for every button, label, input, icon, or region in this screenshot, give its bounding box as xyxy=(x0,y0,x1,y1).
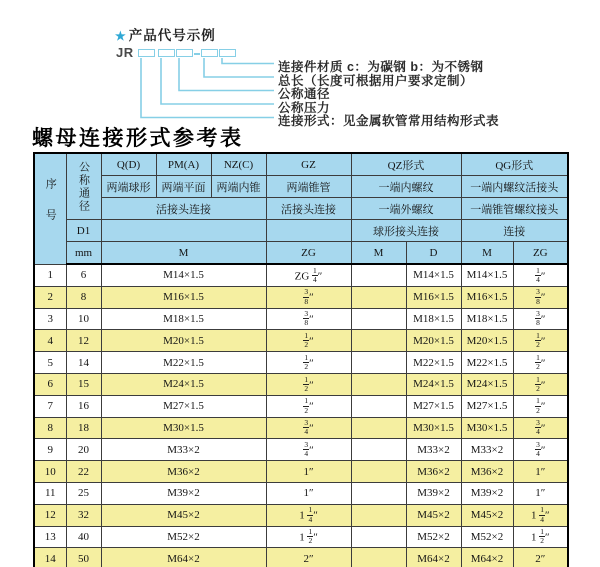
cell-qz_m xyxy=(351,373,406,395)
header-qz-m: M xyxy=(351,242,406,265)
cell-qz_m xyxy=(351,395,406,417)
cell-qg_zg: 1″ xyxy=(513,461,568,483)
cell-qg_m: M33×2 xyxy=(461,439,513,461)
cell-qz_d: M45×2 xyxy=(406,504,461,526)
header-qz-desc1: 一端内螺纹 xyxy=(351,176,461,198)
header-col-pm: PM(A) xyxy=(156,153,211,176)
cell-dn: 32 xyxy=(66,504,101,526)
cell-qg_zg: $\frac{3}{8}$ ″ xyxy=(513,308,568,330)
cell-qg_m: M16×1.5 xyxy=(461,286,513,308)
cell-dn: 8 xyxy=(66,286,101,308)
cell-qg_m: M52×2 xyxy=(461,526,513,548)
cell-qz_m xyxy=(351,286,406,308)
cell-qz_d: M52×2 xyxy=(406,526,461,548)
cell-gz: $\frac{1}{2}$ ″ xyxy=(266,373,351,395)
cell-qg_zg: $\frac{1}{4}$ ″ xyxy=(513,264,568,286)
cell-qg_zg: $\frac{3}{4}$ ″ xyxy=(513,417,568,439)
cell-qz_d: M20×1.5 xyxy=(406,330,461,352)
table-row xyxy=(34,286,568,308)
code-label-length: 总长（长度可根据用户要求定制） xyxy=(278,73,474,88)
cell-dn: 18 xyxy=(66,417,101,439)
cell-qz_m xyxy=(351,548,406,567)
cell-m: M36×2 xyxy=(101,461,266,483)
header-col-qz: QZ形式 xyxy=(351,153,461,176)
cell-m: M20×1.5 xyxy=(101,330,266,352)
cell-dn: 40 xyxy=(66,526,101,548)
cell-qg_m: M39×2 xyxy=(461,482,513,504)
table-row xyxy=(34,482,568,504)
cell-gz: $\frac{3}{8}$ ″ xyxy=(266,286,351,308)
cell-qg_zg: $\frac{1}{2}$ ″ xyxy=(513,373,568,395)
cell-qz_m xyxy=(351,526,406,548)
table-row xyxy=(34,548,568,567)
cell-seq: 6 xyxy=(34,373,66,395)
header-qg-zg: ZG xyxy=(513,242,568,265)
cell-qz_m xyxy=(351,504,406,526)
cell-qz_d: M36×2 xyxy=(406,461,461,483)
header-d1: D1 xyxy=(66,220,101,242)
cell-m: M64×2 xyxy=(101,548,266,567)
cell-seq: 14 xyxy=(34,548,66,567)
cell-qz_d: M33×2 xyxy=(406,439,461,461)
table-row xyxy=(34,439,568,461)
header-m: M xyxy=(101,242,266,265)
cell-qg_m: M45×2 xyxy=(461,504,513,526)
cell-seq: 9 xyxy=(34,439,66,461)
cell-dn: 50 xyxy=(66,548,101,567)
cell-qz_m xyxy=(351,482,406,504)
header-dn: 公称通径 xyxy=(66,153,101,220)
nut-connection-reference-table xyxy=(33,152,569,567)
header-blank-gz xyxy=(266,220,351,242)
cell-m: M14×1.5 xyxy=(101,264,266,286)
cell-qz_d: M64×2 xyxy=(406,548,461,567)
cell-qg_m: M36×2 xyxy=(461,461,513,483)
header-col-gz: GZ xyxy=(266,153,351,176)
code-label-material: 连接件材质 c：为碳钢 b：为不锈钢 xyxy=(278,60,484,74)
cell-m: M24×1.5 xyxy=(101,373,266,395)
header-qz-conn: 球形接头连接 xyxy=(351,220,461,242)
cell-qg_m: M30×1.5 xyxy=(461,417,513,439)
cell-qz_m xyxy=(351,330,406,352)
table-title: 螺母连接形式参考表 xyxy=(32,126,244,150)
header-col-nz: NZ(C) xyxy=(211,153,266,176)
cell-gz: $\frac{3}{8}$ ″ xyxy=(266,308,351,330)
table-row xyxy=(34,264,568,286)
cell-qz_d: M22×1.5 xyxy=(406,352,461,374)
cell-seq: 8 xyxy=(34,417,66,439)
table-row xyxy=(34,504,568,526)
header-gz-desc: 两端锥管 xyxy=(266,176,351,198)
cell-seq: 4 xyxy=(34,330,66,352)
table-row xyxy=(34,461,568,483)
table-row xyxy=(34,395,568,417)
cell-seq: 5 xyxy=(34,352,66,374)
cell-m: M33×2 xyxy=(101,439,266,461)
cell-gz: $\frac{1}{2}$ ″ xyxy=(266,395,351,417)
table-row xyxy=(34,352,568,374)
cell-m: M45×2 xyxy=(101,504,266,526)
header-col-qg: QG形式 xyxy=(461,153,568,176)
table-row xyxy=(34,330,568,352)
cell-seq: 13 xyxy=(34,526,66,548)
diagram-title-text: 产品代号示例 xyxy=(128,28,216,43)
cell-dn: 20 xyxy=(66,439,101,461)
cell-m: M52×2 xyxy=(101,526,266,548)
cell-dn: 16 xyxy=(66,395,101,417)
cell-qz_d: M16×1.5 xyxy=(406,286,461,308)
header-pm-desc: 两端平面 xyxy=(156,176,211,198)
cell-qz_m xyxy=(351,308,406,330)
cell-qg_zg: $\frac{3}{8}$ ″ xyxy=(513,286,568,308)
cell-qz_m xyxy=(351,264,406,286)
header-q-desc: 两端球形 xyxy=(101,176,156,198)
cell-seq: 11 xyxy=(34,482,66,504)
cell-qg_zg: $\frac{1}{2}$ ″ xyxy=(513,395,568,417)
table-row xyxy=(34,373,568,395)
cell-m: M30×1.5 xyxy=(101,417,266,439)
cell-m: M39×2 xyxy=(101,482,266,504)
cell-qg_zg: $\frac{1}{2}$ ″ xyxy=(513,352,568,374)
cell-gz: 2″ xyxy=(266,548,351,567)
table-row xyxy=(34,308,568,330)
table-body xyxy=(34,264,568,567)
header-zg: ZG xyxy=(266,242,351,265)
cell-gz: 1 $\frac{1}{2}$ ″ xyxy=(266,526,351,548)
cell-m: M27×1.5 xyxy=(101,395,266,417)
cell-qz_d: M30×1.5 xyxy=(406,417,461,439)
cell-qz_d: M24×1.5 xyxy=(406,373,461,395)
cell-qz_m xyxy=(351,461,406,483)
cell-qg_zg: 2″ xyxy=(513,548,568,567)
cell-qg_m: M22×1.5 xyxy=(461,352,513,374)
cell-qg_m: M24×1.5 xyxy=(461,373,513,395)
cell-dn: 15 xyxy=(66,373,101,395)
cell-qg_m: M18×1.5 xyxy=(461,308,513,330)
cell-seq: 7 xyxy=(34,395,66,417)
header-nz-desc: 两端内锥 xyxy=(211,176,266,198)
cell-qz_d: M39×2 xyxy=(406,482,461,504)
cell-qg_m: M64×2 xyxy=(461,548,513,567)
cell-qg_zg: $\frac{3}{4}$ ″ xyxy=(513,439,568,461)
header-qg-desc2: 一端锥管螺纹接头 xyxy=(461,198,568,220)
cell-gz: 1″ xyxy=(266,461,351,483)
header-seq: 序号 xyxy=(34,153,66,264)
cell-seq: 10 xyxy=(34,461,66,483)
code-label-pressure: 公称压力 xyxy=(278,100,331,115)
header-gz-conn: 活接头连接 xyxy=(266,198,351,220)
cell-gz: $\frac{3}{4}$ ″ xyxy=(266,439,351,461)
cell-m: M22×1.5 xyxy=(101,352,266,374)
cell-seq: 12 xyxy=(34,504,66,526)
code-label-diameter: 公称通径 xyxy=(278,87,331,101)
header-col-q: Q(D) xyxy=(101,153,156,176)
cell-gz: 1 $\frac{1}{4}$ ″ xyxy=(266,504,351,526)
cell-qg_zg: 1″ xyxy=(513,482,568,504)
header-union-conn: 活接头连接 xyxy=(101,198,266,220)
cell-qg_m: M27×1.5 xyxy=(461,395,513,417)
header-mm: mm xyxy=(66,242,101,265)
cell-qz_d: M27×1.5 xyxy=(406,395,461,417)
cell-dn: 25 xyxy=(66,482,101,504)
cell-dn: 6 xyxy=(66,264,101,286)
cell-gz: $\frac{3}{4}$ ″ xyxy=(266,417,351,439)
cell-gz: 1″ xyxy=(266,482,351,504)
cell-dn: 14 xyxy=(66,352,101,374)
cell-dn: 12 xyxy=(66,330,101,352)
cell-seq: 1 xyxy=(34,264,66,286)
cell-dn: 10 xyxy=(66,308,101,330)
cell-qz_m xyxy=(351,417,406,439)
cell-qz_m xyxy=(351,352,406,374)
cell-qg_zg: 1 $\frac{1}{2}$ ″ xyxy=(513,526,568,548)
cell-m: M18×1.5 xyxy=(101,308,266,330)
table-row xyxy=(34,417,568,439)
cell-dn: 22 xyxy=(66,461,101,483)
header-blank-m xyxy=(101,220,266,242)
star-icon: ★ xyxy=(115,29,127,43)
product-code-prefix: JR xyxy=(116,45,134,60)
table-row xyxy=(34,526,568,548)
header-qg-m: M xyxy=(461,242,513,265)
cell-gz: ZG $\frac{1}{4}$ ″ xyxy=(266,264,351,286)
cell-qz_m xyxy=(351,439,406,461)
header-qz-desc2: 一端外螺纹 xyxy=(351,198,461,220)
cell-qg_zg: $\frac{1}{2}$ ″ xyxy=(513,330,568,352)
cell-qz_d: M18×1.5 xyxy=(406,308,461,330)
cell-qg_zg: 1 $\frac{1}{4}$ ″ xyxy=(513,504,568,526)
cell-gz: $\frac{1}{2}$ ″ xyxy=(266,352,351,374)
cell-m: M16×1.5 xyxy=(101,286,266,308)
cell-seq: 3 xyxy=(34,308,66,330)
cell-gz: $\frac{1}{2}$ ″ xyxy=(266,330,351,352)
header-qg-desc1: 一端内螺纹活接头 xyxy=(461,176,568,198)
cell-qg_m: M14×1.5 xyxy=(461,264,513,286)
cell-qz_d: M14×1.5 xyxy=(406,264,461,286)
header-qz-d: D xyxy=(406,242,461,265)
code-label-connection: 连接形式：见金属软管常用结构形式表 xyxy=(278,114,500,128)
cell-seq: 2 xyxy=(34,286,66,308)
cell-qg_m: M20×1.5 xyxy=(461,330,513,352)
header-qg-conn: 连接 xyxy=(461,220,568,242)
